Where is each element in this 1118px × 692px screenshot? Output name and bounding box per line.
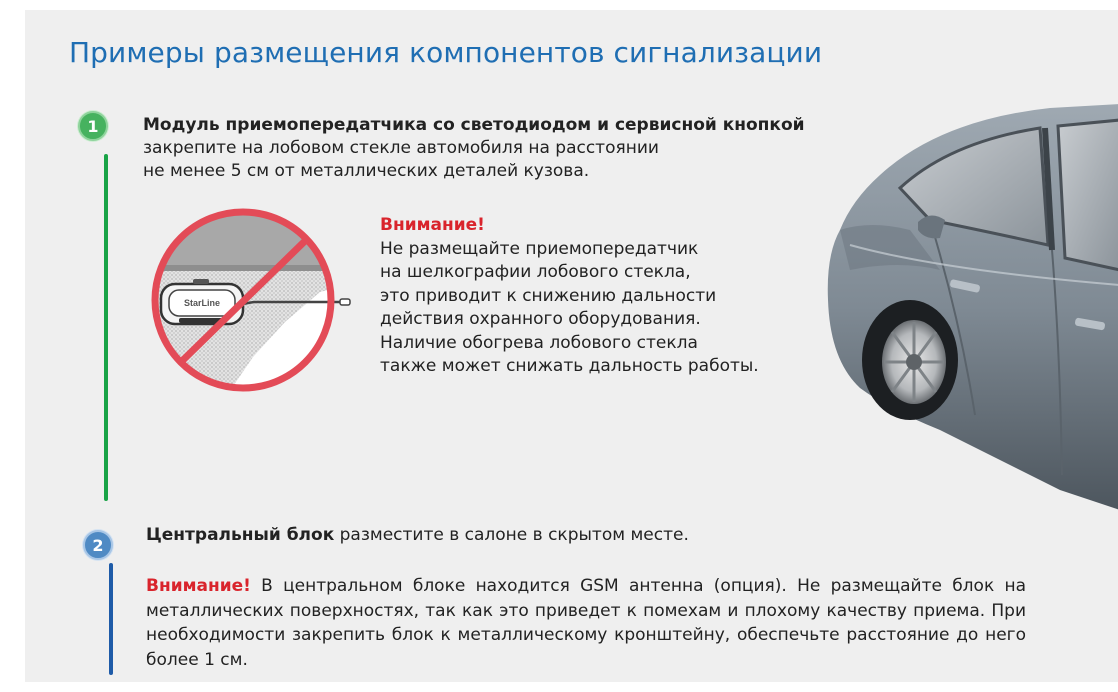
step-1-warning-line: Наличие обогрева лобового стекла (380, 332, 698, 353)
step-1-line (104, 154, 108, 501)
step-1-warning-line: также может снижать дальность работы. (380, 356, 759, 376)
step-1-warning-label: Внимание! (380, 215, 485, 235)
step-2-text (146, 524, 1046, 547)
step-2-heading: Центральный блок (146, 525, 335, 545)
starline-logo: StarLine (183, 298, 221, 308)
no-silkscreen-illustration (135, 202, 351, 398)
step-1-heading: Модуль приемопередатчика со светодиодом и сервисной кнопкой (143, 115, 805, 135)
step-1-warning-line: на шелкографии лобового стекла, (380, 262, 691, 282)
step-1-warning (380, 214, 800, 379)
step-1-warning-line: Не размещайте приемопередатчик (380, 238, 699, 259)
content-panel (25, 10, 1118, 682)
step-1-warning-line: действия охранного оборудования. (380, 309, 701, 329)
step-2-warning-label: Внимание! (146, 576, 251, 596)
step-1-badge: 1 (78, 111, 108, 141)
car-illustration (790, 70, 1118, 540)
step-1-warning-line: это приводит к снижению дальности (380, 285, 717, 306)
step-2-warning (146, 574, 1026, 672)
step-2-description: разместите в салоне в скрытом месте. (334, 525, 689, 545)
step-2-line (109, 563, 113, 675)
step-2-warning-text: В центральном блоке находится GSM антенна (опция). Не размещайте блок на металлических поверхностях, так как это приведет к помехам и плохому качеству приема. При необходимости закрепить блок к металлическому кронштейну, обеспечьте расстояние до него более 1 см. (146, 576, 1026, 670)
page-title: Примеры размещения компонентов сигнализации (69, 36, 823, 69)
step-2-badge: 2 (83, 530, 113, 560)
step-1-line-1: закрепите на лобовом стекле автомобиля на расстоянии (143, 138, 659, 158)
step-1-line-2: не менее 5 см от металлических деталей кузова. (143, 161, 590, 181)
step-1-text (143, 114, 903, 183)
